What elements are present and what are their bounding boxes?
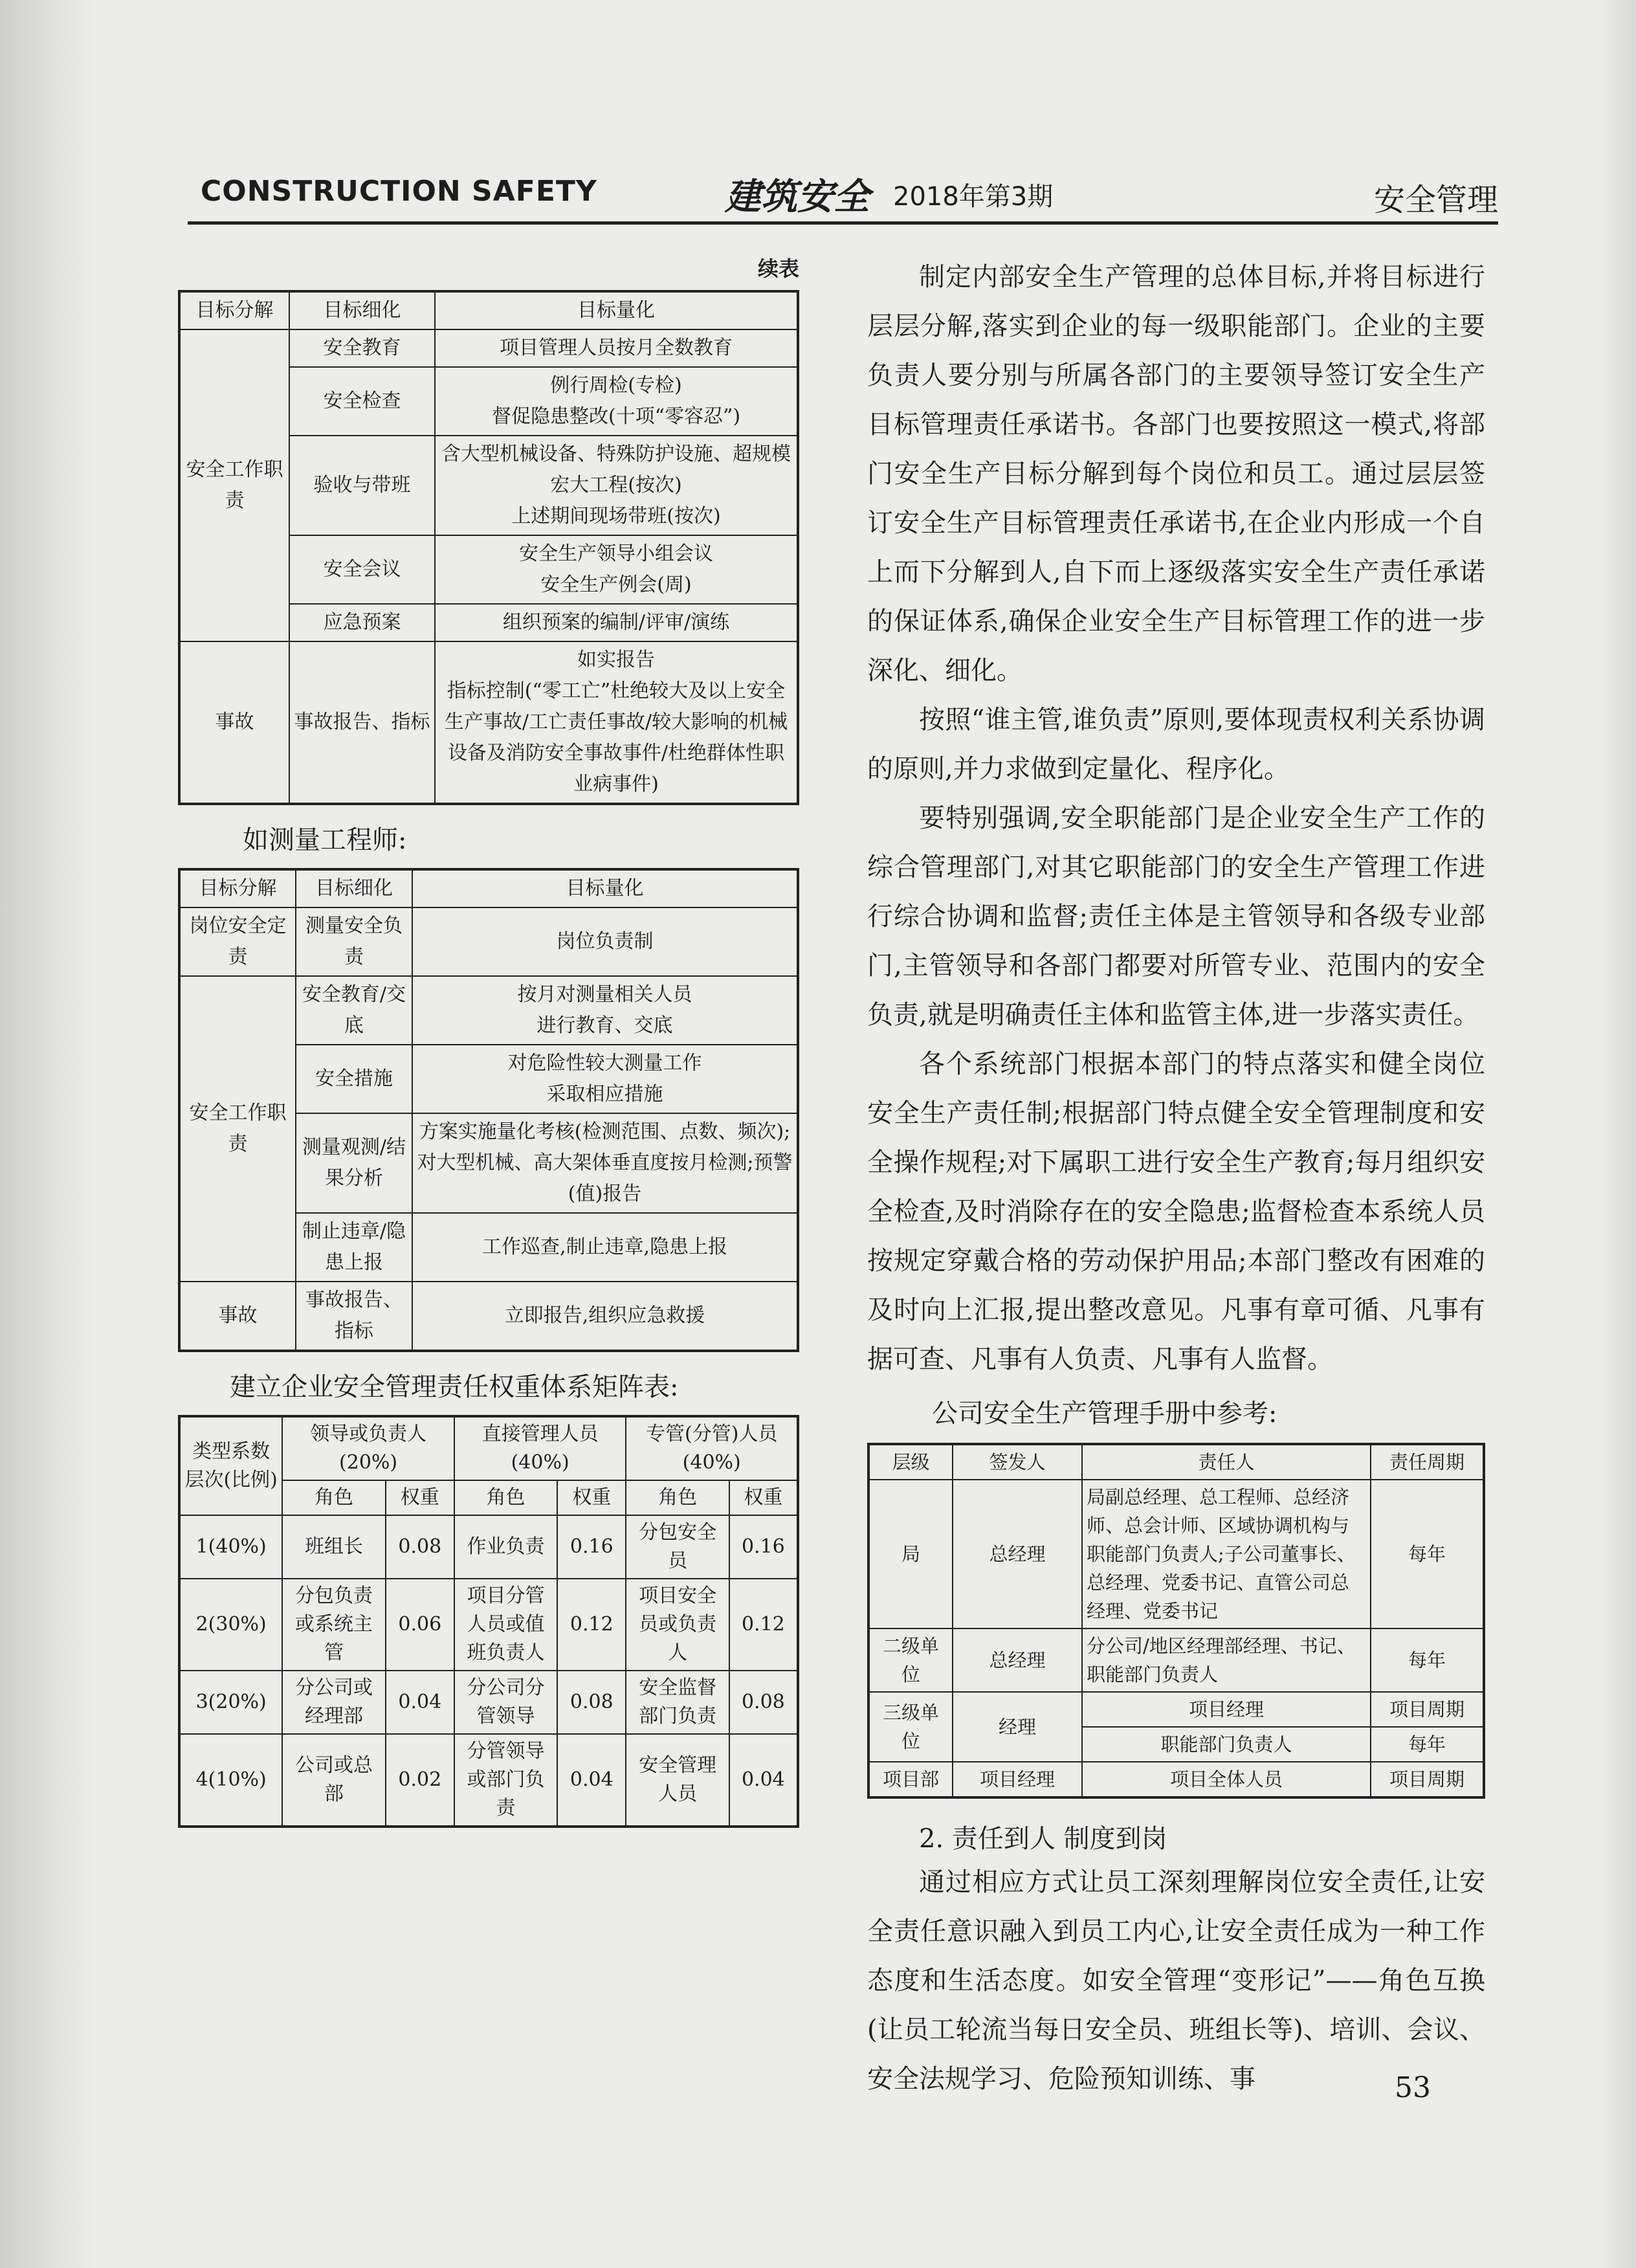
table-cell: 项目经理 [953,1762,1082,1797]
matrix-group-header: 直接管理人员(40%) [454,1416,626,1480]
body-paragraph: 要特别强调,安全职能部门是企业安全生产工作的综合管理部门,对其它职能部门的安全生产管理工作进行综合协调和监督;责任主体是主管领导和各级专业部门,主管领导和各部门都要对所管专业、范围内的安全负责,就是明确责任主体和监管主体,进一步落实责任。 [867,803,1485,1030]
matrix-cell: 0.04 [557,1734,626,1827]
matrix-cell: 班组长 [282,1515,385,1579]
table-header: 签发人 [953,1444,1082,1480]
table-cell: 如实报告 指标控制(“零工亡”杜绝较大及以上安全生产事故/工亡责任事故/较大影响的机械设备及消防安全事故事件/杜绝群体性职业病事件) [435,641,798,804]
table-cell: 每年 [1371,1727,1484,1762]
table-cell: 应急预案 [289,604,435,641]
table-row [868,1629,1484,1692]
table-cell: 总经理 [953,1480,1082,1629]
matrix-cell: 0.12 [729,1579,798,1671]
table-cell: 安全教育/交底 [296,976,412,1045]
scan-shadow-left [0,0,97,2268]
journal-name-en: CONSTRUCTION SAFETY [201,175,597,208]
manual-reference-heading: 公司安全生产管理手册中参考: [932,1399,1277,1429]
table-group-cell: 事故 [179,641,289,804]
table-cell: 项目经理 [1082,1692,1371,1727]
table-cell: 职能部门负责人 [1082,1727,1371,1762]
table-cell: 安全措施 [296,1045,412,1113]
matrix-group-header: 领导或负责人(20%) [282,1416,454,1480]
table-header: 目标量化 [412,869,798,907]
matrix-cell: 0.08 [557,1671,626,1734]
table-cell: 总经理 [953,1629,1082,1692]
matrix-subheader: 权重 [557,1480,626,1515]
table-cell: 经理 [953,1692,1082,1762]
table-cell: 测量安全负责 [296,907,412,976]
table-header: 目标量化 [435,291,798,329]
table-cell: 局 [868,1480,953,1629]
scan-shadow-right [1597,0,1636,2268]
matrix-corner-header: 类型系数层次(比例) [179,1416,282,1515]
matrix-cell: 分包负责或系统主管 [282,1579,385,1671]
body-paragraph: 各个系统部门根据本部门的特点落实和健全岗位安全生产责任制;根据部门特点健全安全管理制度和安全操作规程;对下属职工进行安全生产教育;每月组织安全检查,及时消除存在的安全隐患;监督检查本系统人员按规定穿戴合格的劳动保护用品;本部门整改有困难的及时向上汇报,提出整改意见。凡事有章可循、凡事有据可查、凡事有人负责、凡事有人监督。 [867,1049,1485,1374]
table-cell: 二级单位 [868,1629,953,1692]
page-number: 53 [1395,2071,1431,2104]
matrix-cell: 0.08 [386,1515,454,1579]
matrix-cell: 项目安全员或负责人 [626,1579,729,1671]
running-header [188,170,1498,225]
target-table-continued [178,290,799,805]
table-cell: 立即报告,组织应急救援 [412,1282,798,1351]
table-row [179,1671,798,1734]
matrix-heading: 建立企业安全管理责任权重体系矩阵表: [230,1372,679,1402]
table-cell: 按月对测量相关人员 进行教育、交底 [412,976,798,1045]
table-cell: 含大型机械设备、特殊防护设施、超规模宏大工程(按次) 上述期间现场带班(按次) [435,436,798,535]
matrix-cell: 0.12 [557,1579,626,1671]
survey-engineer-heading: 如测量工程师: [243,825,407,855]
body-paragraph: 按照“谁主管,谁负责”原则,要体现责权利关系协调的原则,并力求做到定量化、程序化。 [867,705,1485,784]
table-cell: 项目管理人员按月全数教育 [435,329,798,367]
matrix-cell: 分管领导或部门负责 [454,1734,557,1827]
table-cell: 事故报告、指标 [289,641,435,804]
table-header: 层级 [868,1444,953,1480]
section-label: 安全管理 [1373,182,1498,218]
body-paragraph: 制定内部安全生产管理的总体目标,并将目标进行层层分解,落实到企业的每一级职能部门。企业的主要负责人要分别与所属各部门的主要领导签订安全生产目标管理责任承诺书。各部门也要按照这一模式,将部门安全生产目标分解到每个岗位和员工。通过层层签订安全生产目标管理责任承诺书,在企业内形成一个自上而下分解到人,自下而上逐级落实安全生产责任承诺的保证体系,确保企业安全生产目标管理工作的进一步深化、细化。 [867,262,1485,685]
table-header: 责任周期 [1371,1444,1484,1480]
matrix-group-header: 专管(分管)人员(40%) [626,1416,798,1480]
matrix-subheader: 角色 [454,1480,557,1515]
table-header: 责任人 [1082,1444,1371,1480]
table-cell: 项目全体人员 [1082,1762,1371,1797]
matrix-cell: 0.08 [729,1671,798,1734]
table-row [868,1480,1484,1629]
table-row [179,1734,798,1827]
issue-label: 2018年第3期 [893,182,1054,212]
table-group-cell: 安全工作职责 [179,976,296,1282]
matrix-level: 3(20%) [179,1671,282,1734]
table-cell: 分公司/地区经理部经理、书记、职能部门负责人 [1082,1629,1371,1692]
table-cell: 工作巡查,制止违章,隐患上报 [412,1213,798,1282]
table-cell: 方案实施量化考核(检测范围、点数、频次);对大型机械、高大架体垂直度按月检测;预警(值)报告 [412,1113,798,1213]
responsibility-table [867,1443,1485,1799]
table-cell: 例行周检(专检) 督促隐患整改(十项“零容忍”) [435,367,798,436]
table-row [179,1515,798,1579]
matrix-subheader: 角色 [282,1480,385,1515]
table-cell: 制止违章/隐患上报 [296,1213,412,1282]
table-cell: 验收与带班 [289,436,435,535]
table-cell: 安全会议 [289,535,435,604]
matrix-level: 4(10%) [179,1734,282,1827]
body-paragraph: 通过相应方式让员工深刻理解岗位安全责任,让安全责任意识融入到员工内心,让安全责任成为一种工作态度和生活态度。如安全管理“变形记”——角色互换(让员工轮流当每日安全员、班组长等)、培训、会议、安全法规学习、危险预知训练、事 [867,1867,1485,2094]
matrix-cell: 公司或总部 [282,1734,385,1827]
matrix-subheader: 权重 [386,1480,454,1515]
matrix-level: 1(40%) [179,1515,282,1579]
matrix-cell: 0.16 [557,1515,626,1579]
matrix-cell: 0.04 [729,1734,798,1827]
table-row [868,1762,1484,1797]
weight-matrix-table [178,1415,799,1828]
table-header: 目标分解 [179,291,289,329]
matrix-cell: 分公司或经理部 [282,1671,385,1734]
table-group-cell: 安全工作职责 [179,329,289,641]
survey-target-table [178,868,799,1352]
table-cell: 测量观测/结果分析 [296,1113,412,1213]
table-row [868,1692,1484,1727]
table-cell: 安全检查 [289,367,435,436]
table-group-cell: 岗位安全定责 [179,907,296,976]
matrix-cell: 分公司分管领导 [454,1671,557,1734]
matrix-cell: 分包安全员 [626,1515,729,1579]
table-cell: 事故报告、指标 [296,1282,412,1351]
table-header: 目标细化 [296,869,412,907]
table-cell: 项目周期 [1371,1762,1484,1797]
table-cell: 项目部 [868,1762,953,1797]
left-column [178,252,799,1828]
table-cell: 项目周期 [1371,1692,1484,1727]
matrix-level: 2(30%) [179,1579,282,1671]
table-cell: 每年 [1371,1629,1484,1692]
table-cell: 安全生产领导小组会议 安全生产例会(周) [435,535,798,604]
table-group-cell: 事故 [179,1282,296,1351]
matrix-cell: 作业负责 [454,1515,557,1579]
table-cell: 局副总经理、总工程师、总经济师、总会计师、区域协调机构与职能部门负责人;子公司董事长、总经理、党委书记、直管公司总经理、党委书记 [1082,1480,1371,1629]
matrix-cell: 项目分管人员或值班负责人 [454,1579,557,1671]
right-column [867,252,1485,2104]
matrix-cell: 0.06 [386,1579,454,1671]
table-header: 目标分解 [179,869,296,907]
table-header: 目标细化 [289,291,435,329]
table-cell: 每年 [1371,1480,1484,1629]
section-subheading: 2. 责任到人 制度到岗 [919,1824,1167,1854]
table-cell: 安全教育 [289,329,435,367]
journal-logo: 建筑安全 [725,175,870,218]
matrix-subheader: 角色 [626,1480,729,1515]
table-cell: 三级单位 [868,1692,953,1762]
matrix-cell: 0.16 [729,1515,798,1579]
matrix-subheader: 权重 [729,1480,798,1515]
matrix-cell: 0.04 [386,1671,454,1734]
matrix-cell: 安全监督部门负责 [626,1671,729,1734]
table-row [179,1579,798,1671]
table-cell: 对危险性较大测量工作 采取相应措施 [412,1045,798,1113]
matrix-cell: 0.02 [386,1734,454,1827]
matrix-cell: 安全管理人员 [626,1734,729,1827]
table-cell: 岗位负责制 [412,907,798,976]
table-cell: 组织预案的编制/评审/演练 [435,604,798,641]
table-caption-continued: 续表 [757,256,799,281]
